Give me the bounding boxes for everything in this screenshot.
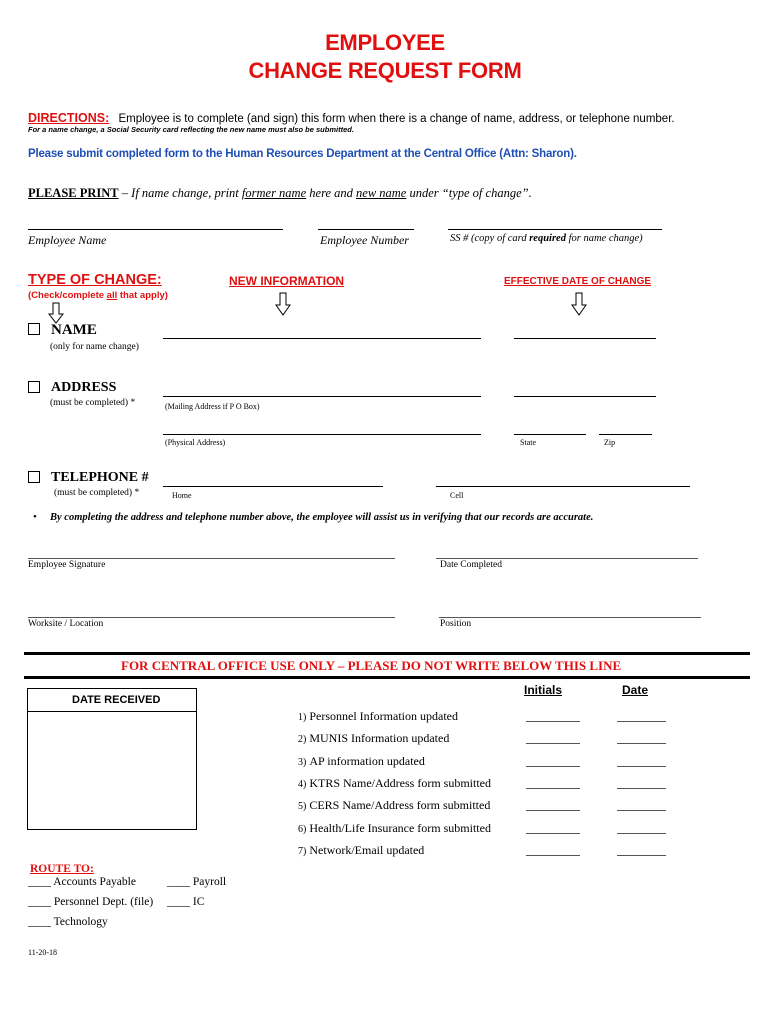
position-label: Position: [440, 619, 472, 629]
ss-number-label: SS # (copy of card required for name change): [450, 233, 643, 244]
directions-block: [28, 111, 675, 125]
route-to-label: ROUTE TO:: [30, 863, 94, 875]
mailing-address-label: (Mailing Address if P O Box): [165, 402, 260, 411]
please-print-label: PLEASE PRINT: [28, 186, 119, 200]
down-arrow-icon: [48, 302, 64, 324]
office-use-top-rule: [24, 652, 750, 655]
checklist-item-text: CERS Name/Address form submitted: [309, 798, 491, 813]
initials-heading: Initials: [524, 683, 563, 697]
checklist-item: [298, 731, 449, 746]
checklist-item-number: 5): [298, 801, 307, 813]
checklist-item: [298, 776, 491, 791]
checklist-item-text: MUNIS Information updated: [309, 731, 450, 746]
checklist-item: [298, 709, 458, 724]
checklist-item-text: Personnel Information updated: [309, 709, 458, 723]
checklist-item-text: Health/Life Insurance form submitted: [309, 820, 491, 835]
directions-text: Employee is to complete (and sign) this form when there is a change of name, address, or telephone number.: [118, 113, 675, 125]
telephone-row-note: (must be completed) *: [54, 488, 140, 498]
checklist-date-line[interactable]: [617, 766, 666, 767]
checklist-item: [298, 754, 425, 769]
position-line[interactable]: [439, 617, 701, 618]
route-payroll[interactable]: ____ Payroll: [167, 876, 227, 888]
bullet-icon: •: [33, 511, 37, 523]
submit-instructions: Please submit completed form to the Human Resources Department at the Central Office (Attn: Sharon).: [28, 148, 577, 160]
employee-number-line[interactable]: [318, 229, 414, 230]
checklist-item-number: 2): [298, 734, 307, 746]
cell-phone-line[interactable]: [436, 486, 690, 487]
down-arrow-icon: [571, 292, 587, 316]
checklist-item-number: 7): [298, 845, 307, 857]
checklist-initials-line[interactable]: [526, 855, 580, 856]
new-information-heading: NEW INFORMATION: [229, 274, 345, 288]
checklist-date-line[interactable]: [617, 833, 666, 834]
revision-date: 11-20-18: [28, 948, 58, 957]
date-received-box[interactable]: [27, 688, 197, 830]
state-label: State: [520, 438, 536, 447]
checklist-initials-line[interactable]: [526, 788, 580, 789]
checklist-initials-line[interactable]: [526, 833, 580, 834]
employee-signature-label: Employee Signature: [28, 560, 106, 570]
employee-name-line[interactable]: [28, 229, 283, 230]
date-heading: Date: [622, 683, 649, 697]
date-received-label: DATE RECEIVED: [72, 694, 161, 706]
checklist-initials-line[interactable]: [526, 721, 580, 722]
route-ic[interactable]: ____ IC: [167, 896, 205, 908]
directions-note: For a name change, a Social Security card reflecting the new name must also be submitted.: [28, 125, 354, 134]
checklist-item-number: 6): [298, 823, 307, 835]
route-accounts-payable[interactable]: ____ Accounts Payable: [28, 876, 136, 888]
name-effective-date-line[interactable]: [514, 338, 656, 339]
telephone-row-label: TELEPHONE #: [51, 470, 149, 485]
checklist-date-line[interactable]: [617, 810, 666, 811]
effective-date-heading: EFFECTIVE DATE OF CHANGE: [504, 276, 652, 287]
checklist-item: [298, 798, 490, 813]
route-personnel[interactable]: ____ Personnel Dept. (file): [28, 896, 154, 908]
telephone-change-checkbox[interactable]: [28, 471, 40, 483]
checklist-initials-line[interactable]: [526, 743, 580, 744]
physical-address-line[interactable]: [163, 434, 481, 435]
zip-label: Zip: [604, 438, 616, 447]
form-title-line2: CHANGE REQUEST FORM: [248, 58, 522, 83]
address-effective-date-line[interactable]: [514, 396, 656, 397]
checklist-item-number: 1): [298, 712, 307, 723]
route-technology[interactable]: ____ Technology: [28, 916, 108, 928]
state-line[interactable]: [514, 434, 586, 435]
worksite-label: Worksite / Location: [28, 619, 104, 629]
directions-label: DIRECTIONS:: [28, 111, 110, 125]
type-of-change-subheading: (Check/complete all that apply): [28, 290, 168, 301]
name-change-checkbox[interactable]: [28, 323, 40, 335]
office-use-bottom-rule: [24, 676, 750, 679]
employee-name-label: Employee Name: [28, 233, 107, 247]
checklist-item-text: AP information updated: [309, 753, 425, 768]
date-received-divider: [28, 711, 196, 712]
checklist-date-line[interactable]: [617, 721, 666, 722]
address-change-checkbox[interactable]: [28, 381, 40, 393]
ss-number-line[interactable]: [448, 229, 662, 230]
checklist-item-text: Network/Email updated: [309, 842, 425, 857]
date-completed-label: Date Completed: [440, 560, 502, 570]
address-row-note: (must be completed) *: [50, 398, 136, 408]
employee-number-label: Employee Number: [320, 233, 409, 247]
physical-address-label: (Physical Address): [165, 438, 226, 447]
home-phone-line[interactable]: [163, 486, 383, 487]
verify-note: By completing the address and telephone number above, the employee will assist us in verifying that our records are accurate.: [50, 512, 594, 523]
checklist-date-line[interactable]: [617, 743, 666, 744]
checklist-date-line[interactable]: [617, 788, 666, 789]
home-phone-label: Home: [172, 491, 192, 500]
office-use-banner: FOR CENTRAL OFFICE USE ONLY – PLEASE DO NOT WRITE BELOW THIS LINE: [121, 658, 622, 673]
checklist-initials-line[interactable]: [526, 766, 580, 767]
cell-phone-label: Cell: [450, 491, 464, 500]
form-title-line1: EMPLOYEE: [325, 30, 445, 55]
checklist-item: [298, 843, 424, 858]
down-arrow-icon: [275, 292, 291, 316]
print-instructions: PLEASE PRINT – If name change, print former name here and new name under “type of change”.: [28, 186, 532, 200]
new-name-line[interactable]: [163, 338, 481, 339]
checklist-date-line[interactable]: [617, 855, 666, 856]
checklist-item-number: 4): [298, 778, 307, 790]
date-completed-line[interactable]: [436, 558, 698, 559]
zip-line[interactable]: [599, 434, 652, 435]
name-row-label: NAME: [51, 322, 97, 338]
checklist-item: [298, 821, 491, 836]
mailing-address-line[interactable]: [163, 396, 481, 397]
name-row-note: (only for name change): [50, 342, 139, 352]
worksite-line[interactable]: [28, 617, 395, 618]
address-row-label: ADDRESS: [51, 380, 117, 395]
checklist-item-text: KTRS Name/Address form submitted: [309, 775, 491, 790]
checklist-initials-line[interactable]: [526, 810, 580, 811]
employee-signature-line[interactable]: [28, 558, 395, 559]
type-of-change-heading: TYPE OF CHANGE:: [28, 272, 162, 288]
checklist-item-number: 3): [298, 756, 307, 768]
